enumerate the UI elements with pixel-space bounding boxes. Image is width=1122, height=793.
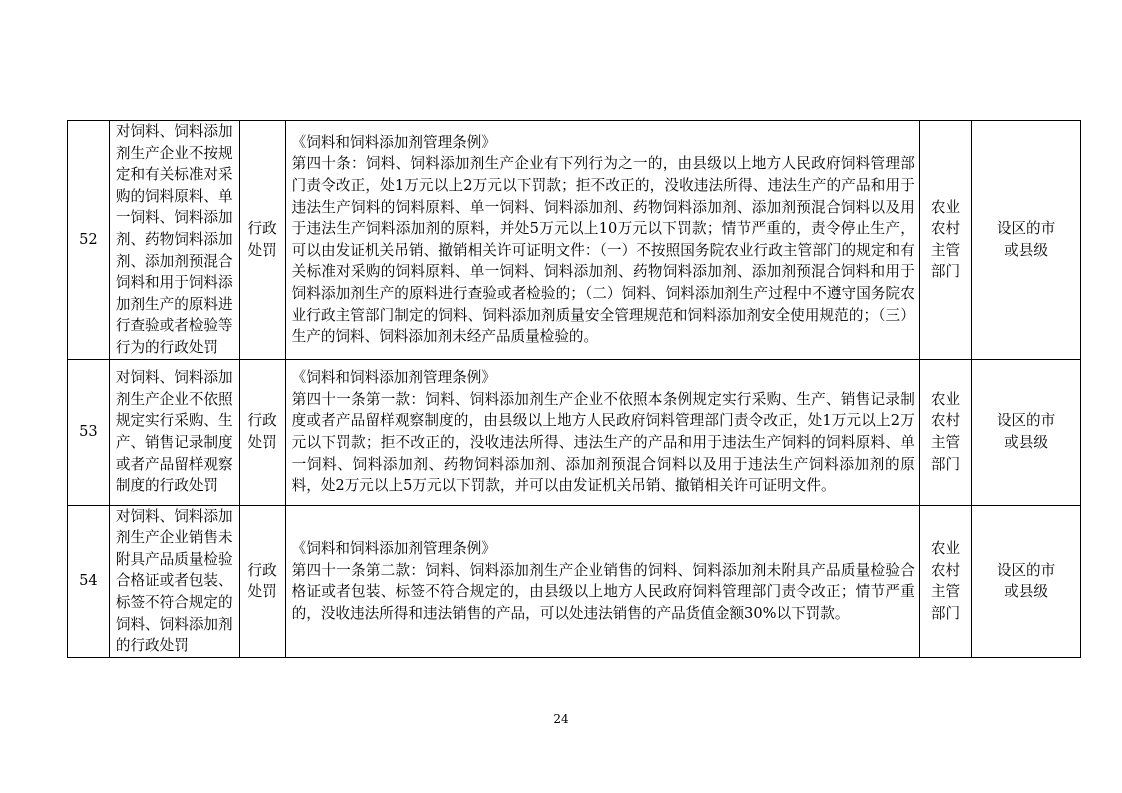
row-number: 53: [68, 359, 110, 505]
responsible-dept: [919, 505, 971, 657]
basis-text: 第四十一条第二款：饲料、饲料添加剂生产企业销售的饲料、饲料添加剂未附具产品质量检验合格证或者包装、标签不符合规定的，由县级以上地方人民政府饲料管理部门责令改正；情节严重的，没收违法所得和违法销售的产品，可以处违法销售的产品货值金额30%以下罚款。: [291, 561, 915, 622]
item-name: 对饲料、饲料添加剂生产企业销售未附具产品质量检验合格证或者包装、标签不符合规定的饲料、饲料添加剂的行政处罚: [109, 505, 239, 657]
admin-level: [972, 505, 1081, 657]
legal-basis: [285, 359, 919, 505]
table-row: [68, 505, 1081, 657]
row-number: 54: [68, 505, 110, 657]
level-text: 设区的市或县级: [996, 412, 1056, 452]
penalty-table: [67, 120, 1081, 658]
item-type-text: 行政处罚: [247, 561, 277, 601]
basis-text: 第四十一条第一款：饲料、饲料添加剂生产企业不依照本条例规定实行采购、生产、销售记录制度或者产品留样观察制度的，由县级以上地方人民政府饲料管理部门责令改正，处1万元以上2万元以下罚款；拒不改正的，没收违法所得、违法生产的产品和用于违法生产饲料的饲料原料、单一饲料、饲料添加剂、药物饲料添加剂、添加剂预混合饲料以及用于违法生产饲料添加剂的原料，处2万元以上5万元以下罚款，并可以由发证机关吊销、撤销相关许可证明文件。: [291, 390, 915, 495]
basis-text: 第四十条：饲料、饲料添加剂生产企业有下列行为之一的，由县级以上地方人民政府饲料管理部门责令改正，处1万元以上2万元以下罚款；拒不改正的，没收违法所得、违法生产的产品和用于违法生产饲料的饲料原料、单一饲料、饲料添加剂、药物饲料添加剂、添加剂预混合饲料以及用于违法生产饲料添加剂的原料，并处5万元以上10万元以下罚款；情节严重的，责令停止生产，可以由发证机关吊销、撤销相关许可证明文件：（一）不按照国务院农业行政主管部门的规定和有关标准对采购的饲料原料、单一饲料、饲料添加剂、药物饲料添加剂、添加剂预混合饲料和用于饲料添加剂生产的原料进行查验或者检验的；（二）饲料、饲料添加剂生产过程中不遵守国务院农业行政主管部门制定的饲料、饲料添加剂质量安全管理规范和饲料添加剂安全使用规范的；（三）生产的饲料、饲料添加剂未经产品质量检验的。: [291, 155, 915, 346]
table-row: [68, 359, 1081, 505]
responsible-dept: [919, 121, 971, 360]
legal-basis: [285, 121, 919, 360]
dept-text: 农业农村主管部门: [930, 539, 961, 622]
item-type-text: 行政处罚: [247, 412, 277, 452]
level-text: 设区的市或县级: [996, 561, 1056, 601]
row-number: 52: [68, 121, 110, 360]
dept-text: 农业农村主管部门: [930, 390, 961, 473]
item-type: [239, 359, 285, 505]
item-type: [239, 121, 285, 360]
page-number: 24: [553, 712, 569, 726]
item-name: 对饲料、饲料添加剂生产企业不按规定和有关标准对采购的饲料原料、单一饲料、饲料添加剂、药物饲料添加剂、添加剂预混合饲料和用于饲料添加剂生产的原料进行查验或者检验等行为的行政处罚: [109, 121, 239, 360]
basis-law-title: 《饲料和饲料添加剂管理条例》: [291, 539, 496, 557]
legal-basis: [285, 505, 919, 657]
responsible-dept: [919, 359, 971, 505]
item-type-text: 行政处罚: [247, 220, 277, 259]
item-type: [239, 505, 285, 657]
level-text: 设区的市或县级: [996, 220, 1056, 259]
admin-level: [972, 121, 1081, 360]
basis-law-title: 《饲料和饲料添加剂管理条例》: [291, 133, 496, 151]
table-row: [68, 121, 1081, 360]
dept-text: 农业农村主管部门: [930, 198, 961, 281]
admin-level: [972, 359, 1081, 505]
item-name: 对饲料、饲料添加剂生产企业不依照规定实行采购、生产、销售记录制度或者产品留样观察制度的行政处罚: [109, 359, 239, 505]
basis-law-title: 《饲料和饲料添加剂管理条例》: [291, 369, 496, 387]
